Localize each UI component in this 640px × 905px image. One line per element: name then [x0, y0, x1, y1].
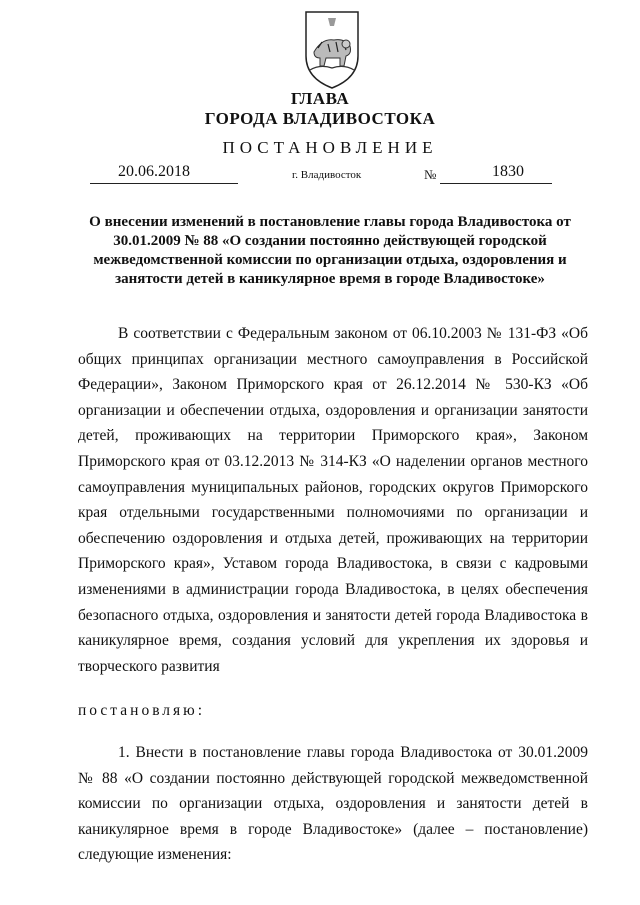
document-date: 20.06.2018 [118, 163, 190, 180]
coat-of-arms-icon [300, 8, 364, 90]
preamble-paragraph: В соответствии с Федеральным законом от 06.10.2003 № 131-ФЗ «Об общих принципах организации местного самоуправления в Российской Федерации», Законом Приморского края от 26.12.2014 № 530-КЗ «Об организации и обеспечении отдыха, оздоровления и организации занятости детей, проживающих на территории Приморского края», Законом Приморского края от 03.12.2013 № 314-КЗ «О наделении органов местного самоуправления муниципальных районов, городских округов Приморского края отдельными государственными полномочиями по организации и обеспечению оздоровления и отдыха детей, проживающих на территории Приморского края», Уставом города Владивостока, в связи с кадровыми изменениями в администрации города Владивостока, в целях обеспечения безопасного отдыха, оздоровления и занятости детей города Владивостока в каникулярное время, создания условий для укрепления их здоровья и творческого развития [78, 325, 588, 675]
document-type: ПОСТАНОВЛЕНИЕ [222, 138, 438, 157]
number-sign: № [424, 167, 437, 182]
decree-word: постановляю: [78, 702, 206, 719]
number-underline [440, 183, 552, 184]
paragraph-1: 1. Внести в постановление главы города Владивостока от 30.01.2009 № 88 «О создании постоянно действующей городской межведомственной комиссии по организации отдыха, оздоровления и занятости детей в каникулярное время в городе Владивостоке» (далее – постановление) следующие изменения: [78, 744, 588, 864]
document-place: г. Владивосток [292, 169, 362, 181]
document-subject: О внесении изменений в постановление главы города Владивостока от 30.01.2009 № 88 «О создании постоянно действующей городской межведомственной комиссии по организации отдыха, оздоровления и занятости детей в каникулярное время в городе Владивостоке» [89, 214, 571, 287]
header-city: ГОРОДА ВЛАДИВОСТОКА [204, 109, 436, 128]
header-title: ГЛАВА [290, 89, 350, 108]
date-underline [90, 183, 238, 184]
document-number: 1830 [492, 163, 524, 180]
